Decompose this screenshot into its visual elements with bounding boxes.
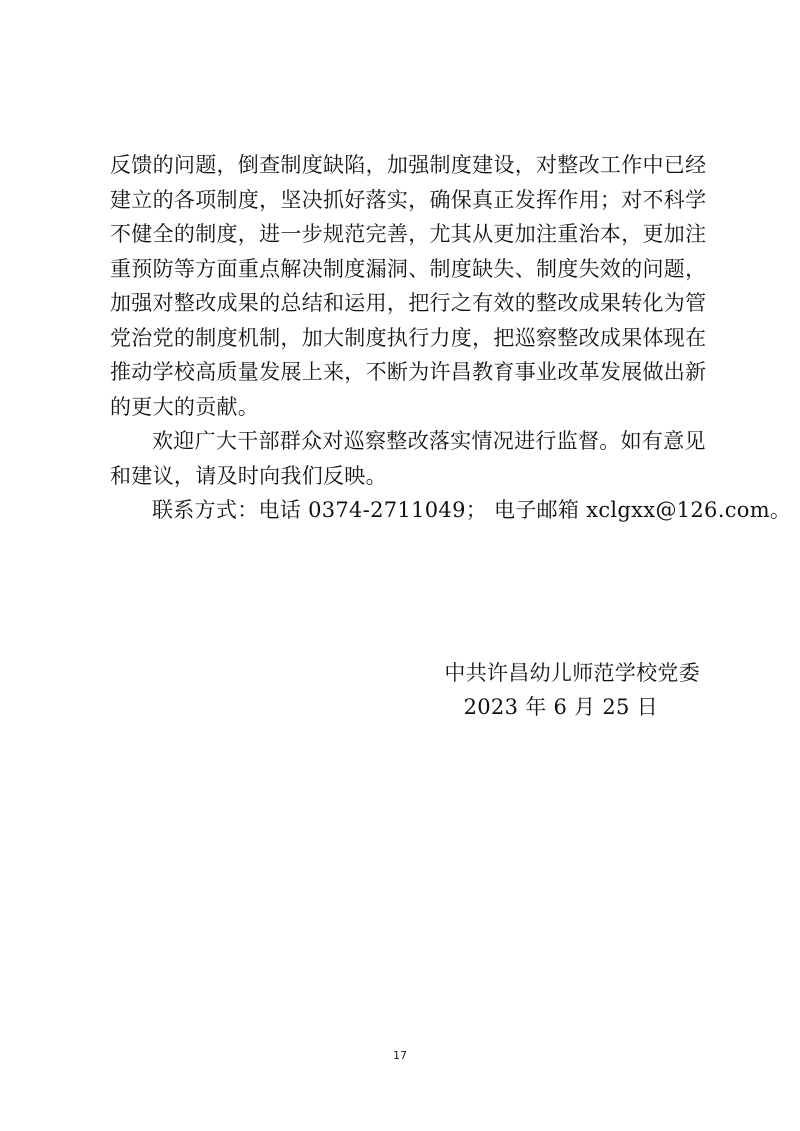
text-line: 重预防等方面重点解决制度漏洞、制度缺失、制度失效的问题， <box>110 256 707 281</box>
paragraph-supervision-welcome <box>110 424 706 493</box>
signature-date: 2023 年 6 月 25 日 <box>463 695 658 719</box>
page-number: 17 <box>393 1049 407 1062</box>
contact-line: 联系方式：电话 0374-2711049； 电子邮箱 xclgxx@126.com。 <box>152 498 792 522</box>
signature-block <box>444 656 700 724</box>
text-line: 的更大的贡献。 <box>110 394 260 419</box>
text-line: 欢迎广大干部群众对巡察整改落实情况进行监督。如有意见 <box>152 429 706 453</box>
text-line: 和建议，请及时向我们反映。 <box>110 463 387 488</box>
document-body <box>110 148 792 528</box>
text-line: 党治党的制度机制，加大制度执行力度，把巡察整改成果体现在 <box>110 325 707 350</box>
text-line: 推动学校高质量发展上来，不断为许昌教育事业改革发展做出新 <box>110 360 707 384</box>
text-line: 建立的各项制度，坚决抓好落实，确保真正发挥作用；对不科学 <box>110 187 707 212</box>
text-line: 不健全的制度，进一步规范完善，尤其从更加注重治本，更加注 <box>110 222 707 246</box>
paragraph-contact-info <box>110 493 792 528</box>
paragraph-rectification-system <box>110 148 707 424</box>
signature-organization: 中共许昌幼儿师范学校党委 <box>444 661 700 685</box>
text-line: 加强对整改成果的总结和运用，把行之有效的整改成果转化为管 <box>110 291 707 315</box>
text-line: 反馈的问题，倒查制度缺陷，加强制度建设，对整改工作中已经 <box>110 153 707 177</box>
